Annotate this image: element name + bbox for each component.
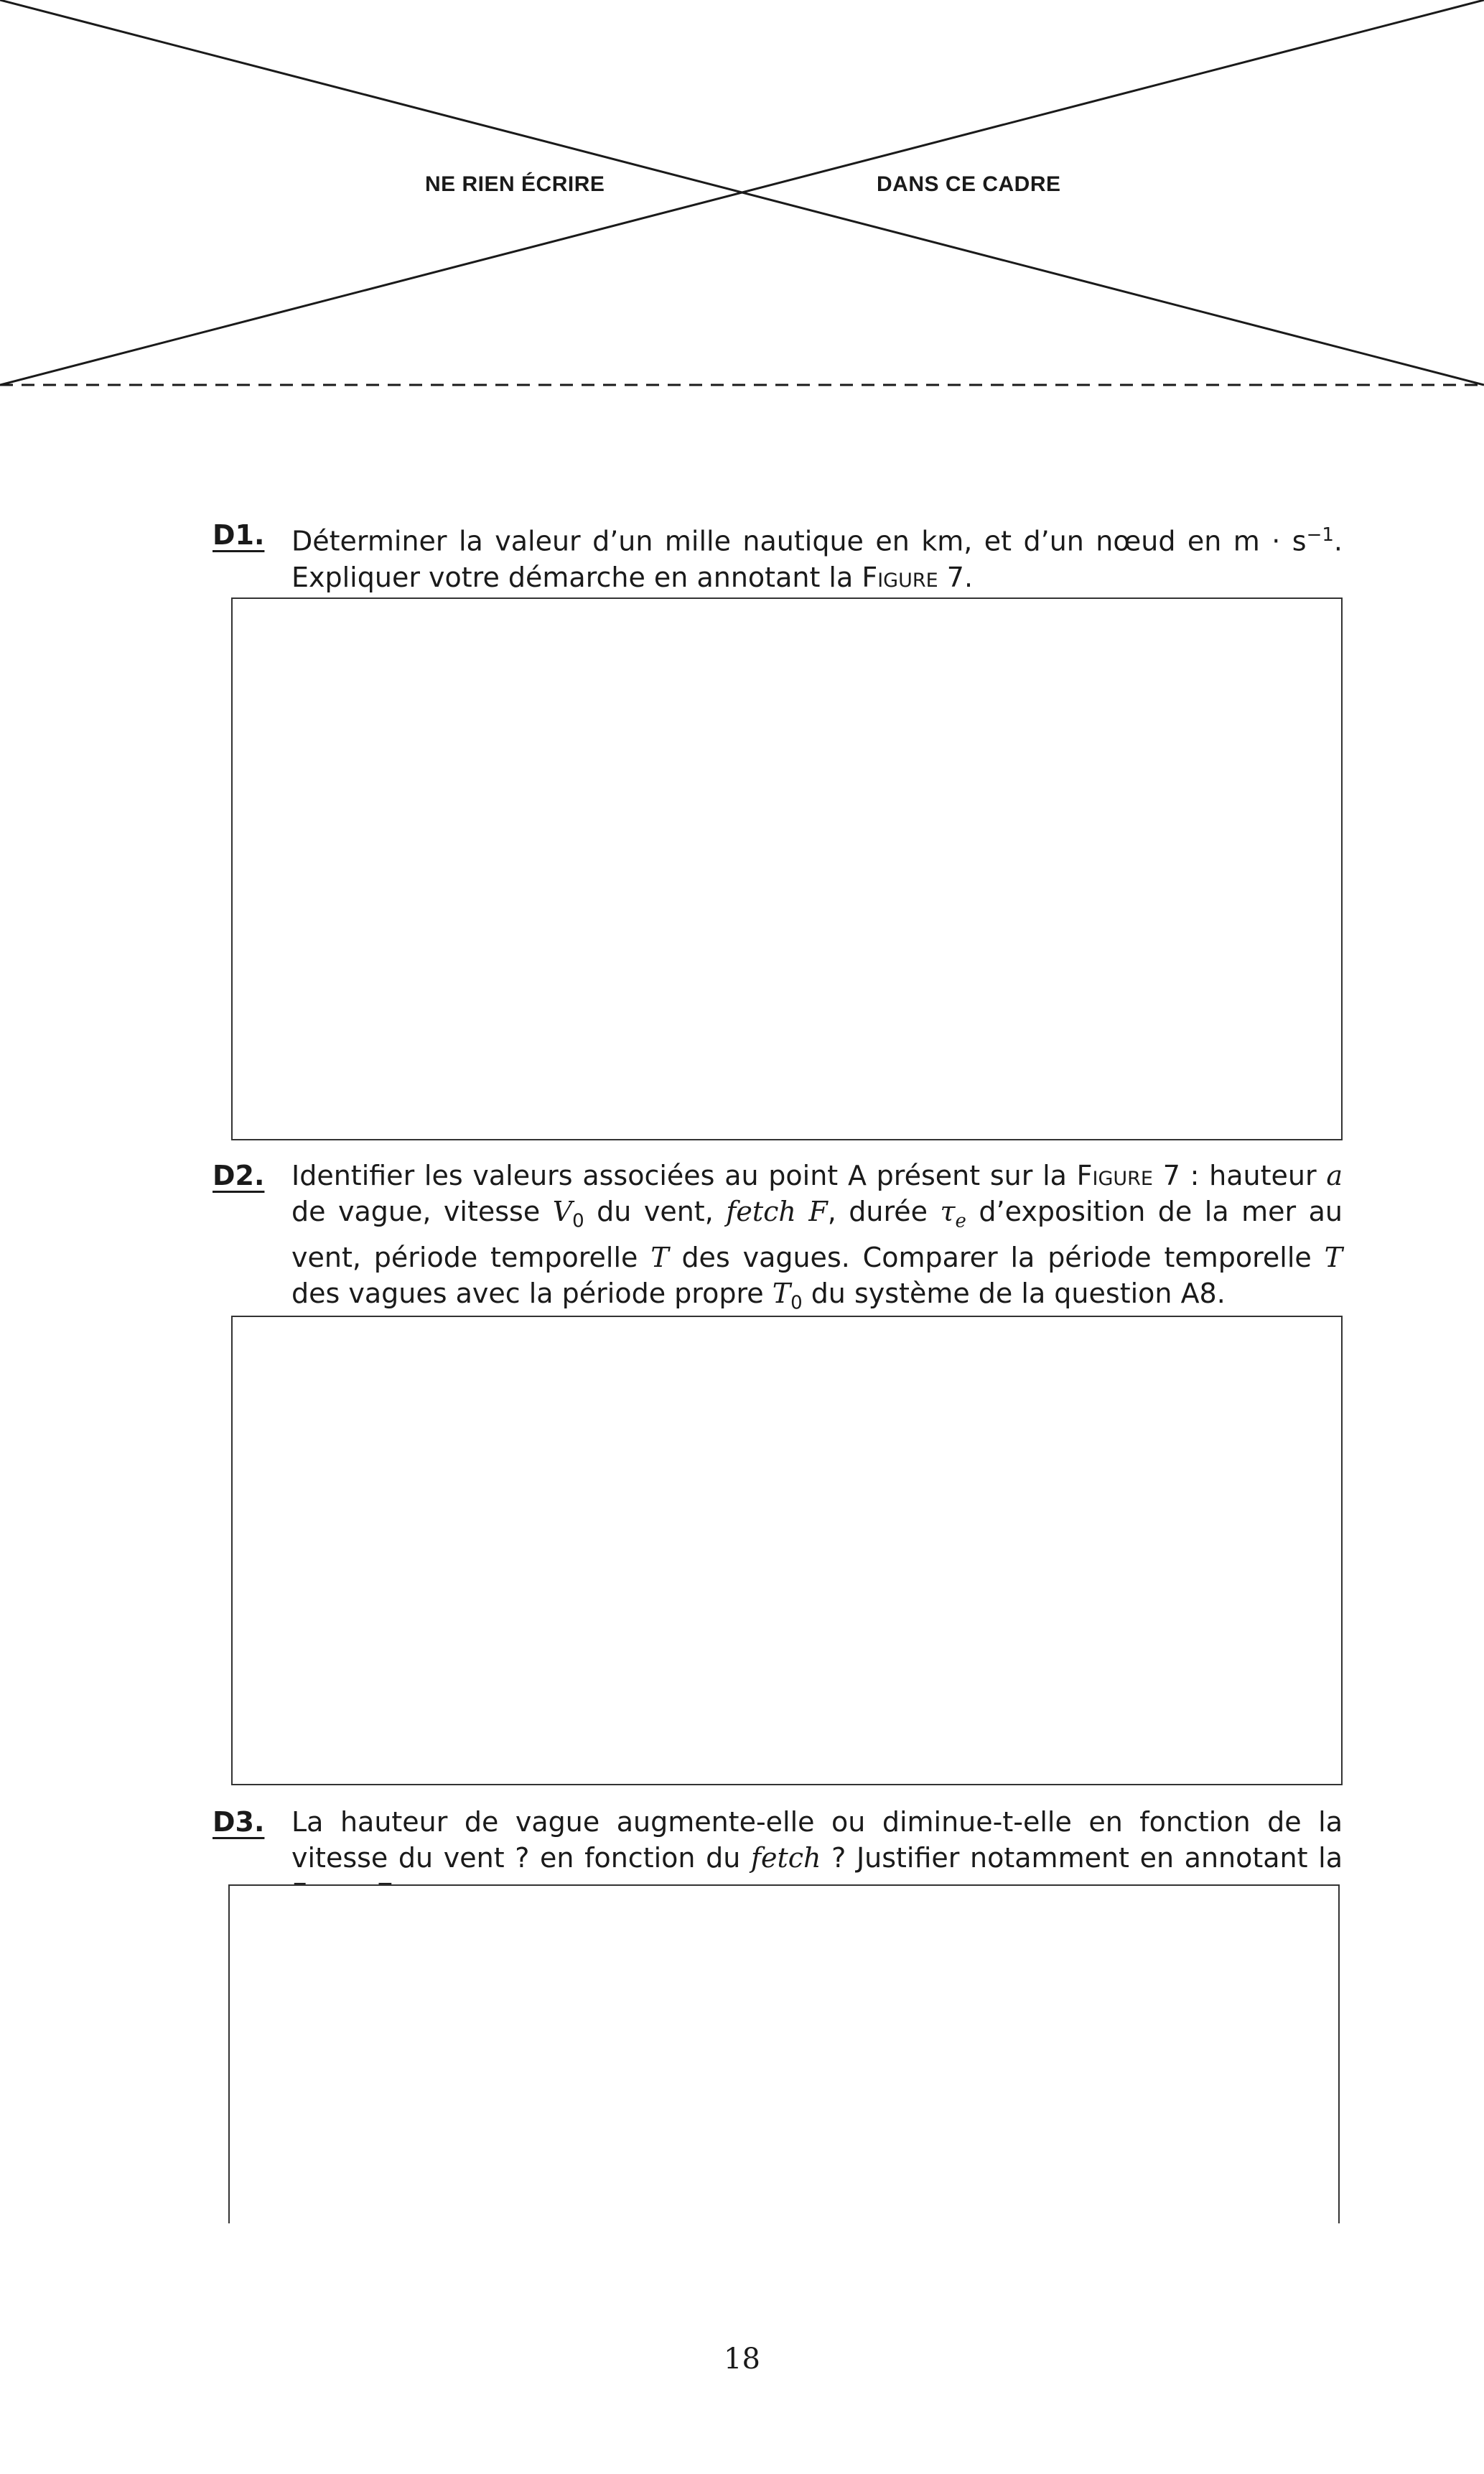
question-d2 (213, 1158, 1343, 1321)
question-text: Déterminer la valeur d’un mille nautique en km, et d’un nœud en $m \cdot s^{-1}$. Expliquer votre démarche en annotant la Figure 7. (291, 524, 1343, 593)
no-write-label-left: NE RIEN ÉCRIRE (425, 172, 605, 196)
answer-box-d1[interactable] (231, 597, 1343, 1140)
question-text: Identifier les valeurs associées au point A présent sur la Figure 7 : hauteur a de vague, vitesse $V_0$ du vent, fetch F, durée $\tau_e$ d’exposition de la mer au vent, période temporelle T des vagues. Comparer la période temporelle T des vagues avec la période propre $T_0$ du système de la question A8. (291, 1160, 1343, 1314)
answer-box-d3[interactable] (228, 1884, 1340, 2223)
no-write-frame (0, 0, 1484, 402)
page-number: 18 (724, 2343, 760, 2376)
no-write-label-right: DANS CE CADRE (877, 172, 1061, 196)
question-d1 (213, 517, 1343, 595)
question-number: D3. (213, 1806, 265, 1838)
question-text: La hauteur de vague augmente-elle ou diminue-t-elle en fonction de la vitesse du vent ? en fonction du fetch ? Justifier notamment en annotant la (291, 1806, 1343, 1874)
question-number: D1. (213, 519, 265, 551)
answer-box-d2[interactable] (231, 1316, 1343, 1785)
question-number: D2. (213, 1160, 265, 1191)
